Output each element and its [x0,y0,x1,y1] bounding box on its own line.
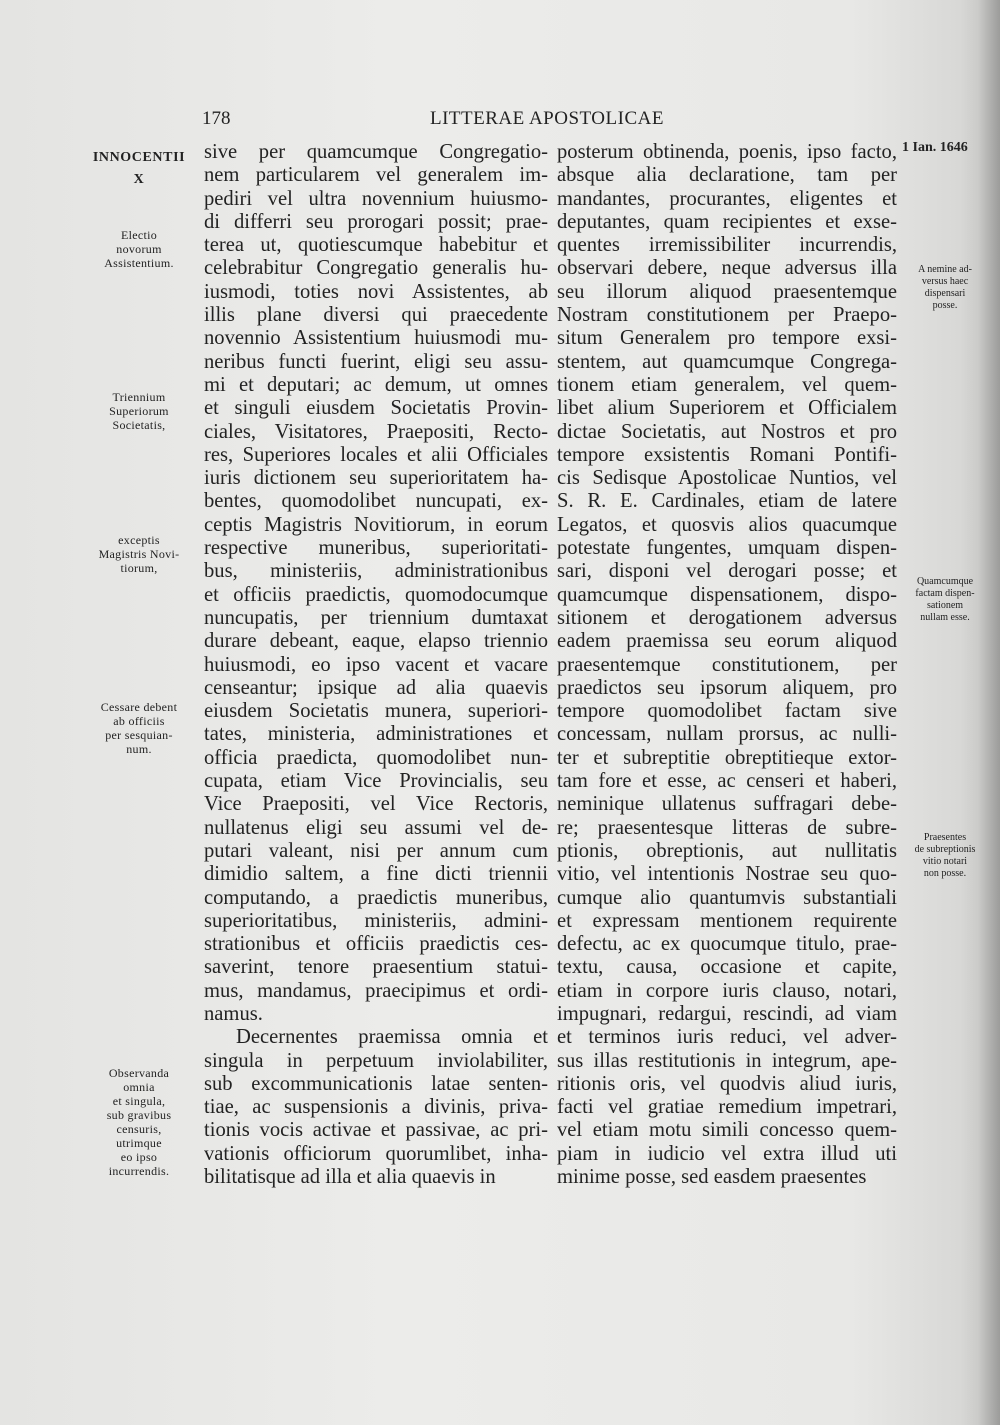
text-line: nuncupatis, per triennium dumtaxat [204,606,548,629]
text-line: Nostram constitutionem per Praepo- [557,304,897,327]
text-line: tates, ministeria, administrationes et [204,723,548,746]
date-note: 1 Ian. 1646 [902,140,968,155]
margin-note-right [900,264,990,312]
text-line: minime posse, sed easdem praesentes [557,1166,867,1189]
note-line: de subreptionis [914,844,976,855]
margin-note-left [80,700,198,756]
text-line: facti vel gratiae remedium impetrari, [557,1096,897,1119]
text-line: sive per quamcumque Congregatio- [204,141,548,163]
note-line: exceptis [118,533,160,547]
note-line: novorum [116,242,162,256]
text-line: quentes irremissibiliter incurrendis, [557,234,897,257]
text-line: sari, disponi vel derogari posse; et [557,560,897,583]
text-line: textu, causa, occasione et capite, [557,956,897,979]
note-line: eo ipso [120,1150,158,1164]
text-line: praesentemque constitutionem, per [557,653,897,676]
text-line: defectu, ac ex quocumque titulo, prae- [557,933,897,956]
text-line: neribus functi fuerint, eligi seu assu- [204,350,548,373]
text-line: situm Generalem pro tempore exsi- [557,327,897,350]
text-line: sitionem et derogationem adversus [557,606,897,629]
text-line: impugnari, redargui, rescindi, ad viam [557,1002,897,1025]
note-line: non posse. [923,868,967,879]
pontiff-name: INNOCENTII [92,150,186,165]
text-line: praedictos seu ipsorum aliquem, pro [557,676,897,699]
text-line: Legatos, et quosvis alios quacumque [557,513,897,536]
note-line: incurrendis. [108,1164,170,1178]
note-line: Electio [120,228,158,242]
text-line: dimidio saltem, a fine dicti triennii [204,863,548,886]
margin-note-left [80,228,198,270]
text-line: et officiis praedictis, quomodocumque [204,583,548,606]
text-line: neminique ullatenus suffragari debe- [557,793,897,816]
text-line: huiusmodi, eo ipso vacent et vacare [204,653,548,676]
text-line: iuris dictionem seu superioritatem ha- [204,467,548,490]
text-line: terea ut, quotiescumque habebitur et [204,234,548,257]
text-line: vationis officiorum quorumlibet, inha- [204,1142,548,1165]
margin-note-left [80,1066,198,1178]
text-line: ciales, Visitatores, Praepositi, Recto- [204,420,548,443]
margin-note-right [900,832,990,880]
text-line: saverint, tenore praesentium statui- [204,956,548,979]
text-line: durare debeant, eaque, elapso triennio [204,630,548,653]
text-line: tionem etiam generalem, vel quem- [557,373,897,396]
note-line: Superiorum [109,404,169,418]
text-line: et terminos iuris reduci, vel adver- [557,1026,897,1049]
text-line: cis Sedisque Apostolicae Nuntios, vel [557,467,897,490]
note-line: utrimque [116,1136,162,1150]
text-line: singula in perpetuum inviolabiliter, [204,1049,548,1072]
text-line: quamcumque dispensationem, dispo- [557,583,897,606]
text-line: absque alia declaratione, tam per [557,164,897,187]
text-line: libet alium Superiorem et Officialem [557,397,897,420]
text-line: tiae, ac suspensionis a divinis, priva- [204,1096,548,1119]
text-line: piam in iudicio vel extra illud uti [557,1142,897,1165]
note-line: factam dispen- [915,588,975,599]
text-line: mus, mandamus, praecipimus et ordi- [204,979,548,1002]
note-line: per sesquian- [105,728,173,742]
text-line: eiusdem Societatis munera, superiori- [204,700,548,723]
note-line: num. [126,742,152,756]
text-line: deputantes, quam recipientes et exse- [557,210,897,233]
note-line: A nemine ad- [918,264,972,275]
text-line: seu illorum aliquod praesentemque [557,280,897,303]
page-number: 178 [202,108,231,129]
pontiff-heading [80,147,198,191]
note-line: et singula, [112,1094,166,1108]
text-line: bentes, quomodolibet nuncupati, ex- [204,490,548,513]
pontiff-number: X [133,172,145,187]
text-line: observari debere, neque adversus illa [557,257,897,280]
text-line: mandantes, procurantes, eligentes et [557,187,897,210]
text-line: et singuli eiusdem Societatis Provin- [204,397,548,420]
page-edge-shadow [978,0,1000,1425]
note-line: Triennium [112,390,166,404]
margin-note-left [80,390,198,432]
note-line: versus haec [921,276,969,287]
text-line: namus. [204,1002,263,1025]
text-line: superioritatibus, ministeriis, admini- [204,909,548,932]
note-line: Quamcumque [916,576,974,587]
text-line: illis plane diversi qui praecedente [204,304,548,327]
text-line: ritionis oris, vel quodvis aliud iuris, [557,1072,897,1095]
text-line: res, Superiores locales et alii Officiales [204,443,548,466]
text-line: strationibus et officiis praedictis ces- [204,933,548,956]
text-line: etiam in corpore iuris clauso, notari, [557,979,897,1002]
text-line: bilitatisque ad illa et alia quaevis in [204,1166,496,1189]
text-line: tempore quomodolibet factam sive [557,700,897,723]
text-line: officia praedicta, quomodolibet nun- [204,746,548,769]
text-line: nullatenus eligi seu assumi vel de- [204,816,548,839]
margin-note-left [80,533,198,575]
text-line: vel etiam motu simili concesso quem- [557,1119,897,1142]
text-column-left [204,141,548,1189]
margin-note-right [900,576,990,624]
note-line: sationem [926,600,964,611]
text-line: novennio Assistentium huiusmodi mu- [204,327,548,350]
note-line: omnia [123,1080,155,1094]
text-line: cumque alio quantumvis substantiali [557,886,897,909]
note-line: Assistentium. [104,256,174,270]
text-line: ter et subreptitie obreptitieque extor- [557,746,897,769]
note-line: Observanda [108,1066,170,1080]
text-line: cupata, etiam Vice Provincialis, seu [204,770,548,793]
text-line: Decernentes praemissa omnia et [236,1026,548,1049]
text-line: iusmodi, toties novi Assistentes, ab [204,280,548,303]
text-line: computando, a praedictis muneribus, [204,886,548,909]
text-line: di differri seu prorogari possit; prae- [204,210,548,233]
text-line: putari valeant, nisi per annum cum [204,839,548,862]
text-line: concessam, nullam prorsus, ac nulli- [557,723,897,746]
running-title: LITTERAE APOSTOLICAE [430,108,664,129]
text-line: bus, ministeriis, administrationibus [204,560,548,583]
note-line: ab officiis [113,714,165,728]
text-line: tionis vocis activae et passivae, ac pri- [204,1119,548,1142]
text-line: respective muneribus, superioritati- [204,537,548,560]
text-line: tempore exsistentis Romani Pontifi- [557,443,897,466]
text-line: sus illas restitutionis in integrum, ape- [557,1049,897,1072]
text-line: stentem, aut quamcumque Congrega- [557,350,897,373]
text-line: mi et deputari; ac demum, ut omnes [204,373,548,396]
note-line: Societatis, [112,418,166,432]
text-line: potestate fungentes, umquam dispen- [557,537,897,560]
text-line: censeantur; ipsique ad alia quaevis [204,676,548,699]
note-line: Praesentes [923,832,967,843]
text-line: et expressam mentionem requirente [557,909,897,932]
note-line: censuris, [116,1122,162,1136]
note-line: sub gravibus [106,1108,172,1122]
text-line: eadem praemissa seu eorum aliquod [557,630,897,653]
text-line: Vice Praepositi, vel Vice Rectoris, [204,793,548,816]
text-line: ceptis Magistris Novitiorum, in eorum [204,513,548,536]
note-line: Cessare debent [100,700,178,714]
text-line: tam fore et esse, ac censeri et haberi, [557,770,897,793]
note-line: vitio notari [922,856,968,867]
text-line: nem particularem vel generalem im- [204,164,548,187]
text-column-right [557,141,897,1189]
text-line: ptionis, obreptionis, aut nullitatis [557,839,897,862]
note-line: nullam esse. [920,612,970,623]
text-line: celebrabitur Congregatio generalis hu- [204,257,548,280]
note-line: posse. [932,300,958,311]
text-line: dictae Societatis, aut Nostros et pro [557,420,897,443]
note-line: tiorum, [120,561,158,575]
text-line: sub excommunicationis latae senten- [204,1072,548,1095]
text-line: re; praesentesque litteras de subre- [557,816,897,839]
text-line: posterum obtinenda, poenis, ipso facto, [557,141,897,163]
note-line: Magistris Novi- [98,547,180,561]
text-line: S. R. E. Cardinales, etiam de latere [557,490,897,513]
text-line: vitio, vel intentionis Nostrae seu quo- [557,863,897,886]
text-line: pediri vel ultra novennium huiusmo- [204,187,548,210]
note-line: dispensari [924,288,966,299]
